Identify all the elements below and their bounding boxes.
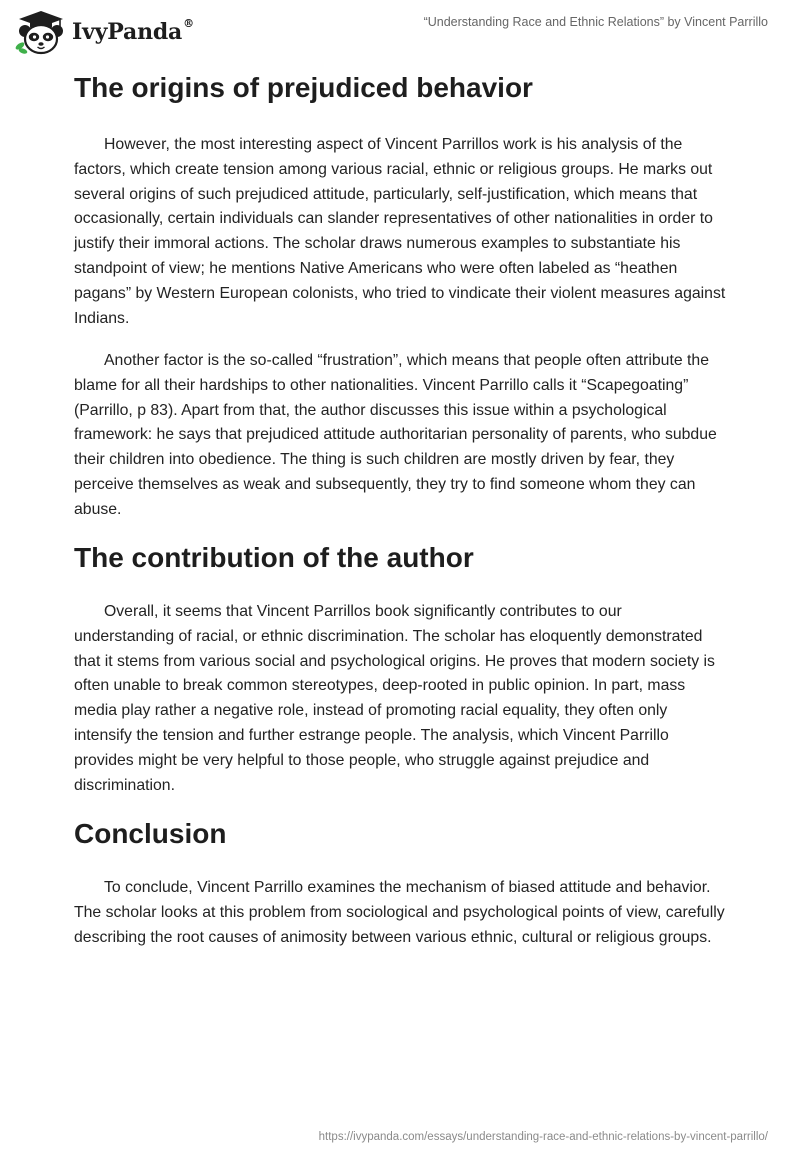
paragraph: Overall, it seems that Vincent Parrillos book significantly contributes to our understanding of racial, or ethnic discrimination. The scholar has eloquently demonstrated that it stems from various social and psychological origins. He proves that modern society is often unable to break common stereotypes, deep-rooted in public opinion. In part, mass media play rather a negative role, instead of promoting racial equality, they often only intensify the tension and further estrange people. The analysis, which Vincent Parrillo provides might be very helpful to those people, who struggle against prejudice and discrimination. bbox=[74, 603, 715, 794]
source-url-link[interactable]: https://ivypanda.com/essays/understanding-race-and-ethnic-relations-by-vincent-parrillo/ bbox=[318, 1131, 768, 1143]
logo-text: IvyPanda® bbox=[72, 17, 194, 45]
section-heading: The origins of prejudiced behavior bbox=[74, 72, 533, 103]
paragraph: Another factor is the so-called “frustration”, which means that people often attribute the blame for all their hardships to other nationalities. Vincent Parrillo calls it “Scapegoating” (Parrillo, p 83). Apart from that, the author discusses this issue within a psychological framework: he says that prejudiced attitude authoritarian personality of parents, who subdue their children into obedience. The thing is such children are mostly driven by fear, they perceive themselves as weak and subsequently, they try to find someone whom they can abuse. bbox=[74, 352, 717, 518]
section-heading: The contribution of the author bbox=[74, 542, 474, 573]
section-heading: Conclusion bbox=[74, 818, 227, 849]
panda-graduate-icon bbox=[14, 8, 68, 56]
paragraph: To conclude, Vincent Parrillo examines the mechanism of biased attitude and behavior. The scholar looks at this problem from sociological and psychological points of view, carefully describing the root causes of animosity between various ethnic, cultural or religious groups. bbox=[74, 879, 725, 946]
page-header bbox=[0, 0, 800, 60]
ivypanda-logo[interactable] bbox=[14, 8, 194, 56]
document-title: “Understanding Race and Ethnic Relations” by Vincent Parrillo bbox=[423, 15, 768, 29]
paragraph: However, the most interesting aspect of Vincent Parrillos work is his analysis of the factors, which create tension among various racial, ethnic or religious groups. He marks out several origins of such prejudiced attitude, particularly, self-justification, which means that occasionally, certain individuals can slander representatives of other nationalities in order to justify their immoral actions. The scholar draws numerous examples to substantiate his standpoint of view; he mentions Native Americans who were often labeled as “heathen pagans” by Western European colonists, who tried to vindicate their violent measures against Indians. bbox=[74, 136, 726, 327]
